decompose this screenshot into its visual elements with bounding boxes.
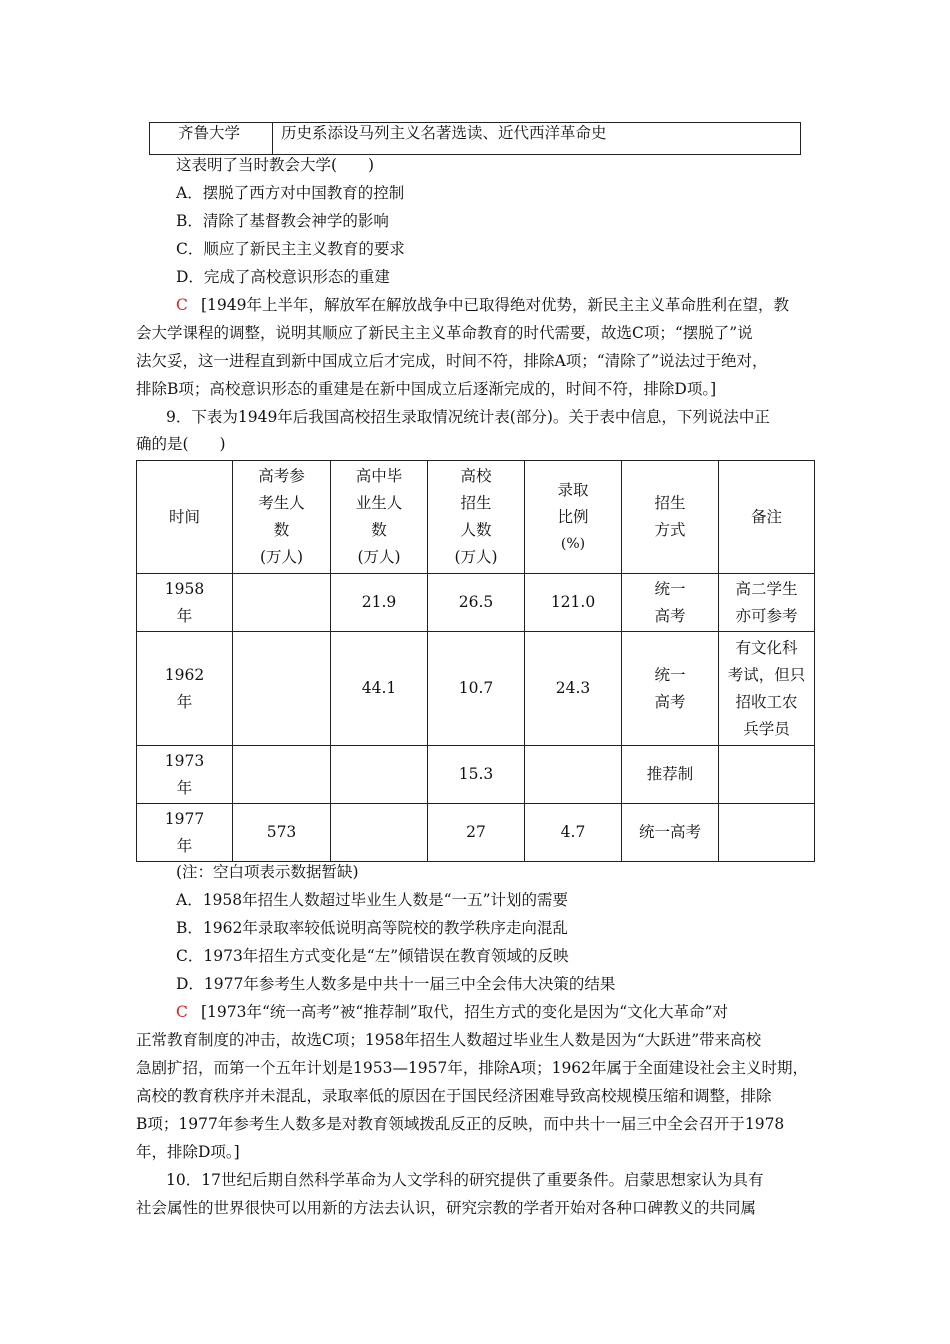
cell-enrolled: 26.5 (428, 574, 525, 632)
cell-method: 推荐制 (622, 746, 719, 804)
table-row (137, 746, 815, 804)
q9-stem-line: 确的是( ) (136, 435, 226, 453)
q8-stem: 这表明了当时教会大学( ) (176, 156, 375, 174)
cell-enrolled: 10.7 (428, 632, 525, 746)
q9-table-header-row (137, 461, 815, 574)
header-candidates: 高考参 考生人 数 (万人) (233, 461, 331, 574)
q8-option-c: C．顺应了新民主主义教育的要求 (176, 240, 405, 258)
cell-method: 统一高考 (622, 804, 719, 862)
cell-graduates: 21.9 (331, 574, 428, 632)
q9-table (136, 460, 815, 862)
cell-ratio (525, 746, 622, 804)
table-row (137, 804, 815, 862)
cell-method: 统一 高考 (622, 632, 719, 746)
cell-year: 1977 年 (137, 804, 233, 862)
cell-year: 1962 年 (137, 632, 233, 746)
q9-answer: C (176, 1003, 188, 1021)
cell-candidates (233, 574, 331, 632)
header-time: 时间 (137, 461, 233, 574)
cell-note (719, 804, 815, 862)
header-method: 招生 方式 (622, 461, 719, 574)
cell-note (719, 746, 815, 804)
cell-candidates (233, 632, 331, 746)
cell-year: 1973 年 (137, 746, 233, 804)
q8-option-b: B．清除了基督教会神学的影响 (176, 212, 389, 230)
cell-graduates (331, 746, 428, 804)
q9-option-c: C．1973年招生方式变化是“左”倾错误在教育领域的反映 (176, 947, 569, 965)
q8-explanation-line: 会大学课程的调整，说明其顺应了新民主主义革命教育的时代需要，故选C项；“摆脱了”说 (136, 324, 753, 342)
cell-note: 有文化科 考试，但只 招收工农 兵学员 (719, 632, 815, 746)
q9-explanation-line: [1973年“统一高考”被“推荐制”取代，招生方式的变化是因为“文化大革命”对 (201, 1003, 729, 1021)
q9-option-b: B．1962年录取率较低说明高等院校的教学秩序走向混乱 (176, 919, 568, 937)
header-graduates: 高中毕 业生人 数 (万人) (331, 461, 428, 574)
q8-table (149, 122, 801, 155)
cell-note: 高二学生 亦可参考 (719, 574, 815, 632)
q9-explanation-line: 正常教育制度的冲击，故选C项；1958年招生人数超过毕业生人数是因为“大跃进”带来高校 (136, 1031, 762, 1049)
q9-option-d: D．1977年参考生人数多是中共十一届三中全会伟大决策的结果 (176, 975, 616, 993)
cell-graduates (331, 804, 428, 862)
table-row (137, 574, 815, 632)
q8-table-school: 齐鲁大学 (150, 123, 273, 155)
q9-explanation-line: 年，排除D项。] (136, 1143, 240, 1161)
q8-option-a: A．摆脱了西方对中国教育的控制 (176, 184, 405, 202)
header-note: 备注 (719, 461, 815, 574)
cell-ratio: 4.7 (525, 804, 622, 862)
q8-explanation-line: 法欠妥，这一进程直到新中国成立后才完成，时间不符，排除A项；“清除了”说法过于绝对， (136, 352, 768, 370)
cell-enrolled: 27 (428, 804, 525, 862)
q8-explanation-line: [1949年上半年，解放军在解放战争中已取得绝对优势，新民主主义革命胜利在望，教 (201, 296, 789, 314)
cell-candidates (233, 746, 331, 804)
header-ratio: 录取 比例 (%) (525, 461, 622, 574)
table-row (137, 632, 815, 746)
q9-stem-line: 9．下表为1949年后我国高校招生录取情况统计表(部分)。关于表中信息，下列说法中正 (166, 408, 770, 426)
cell-candidates: 573 (233, 804, 331, 862)
q9-table-note: (注：空白项表示数据暂缺) (176, 863, 359, 881)
cell-year: 1958 年 (137, 574, 233, 632)
q9-explanation-line: B项；1977年参考生人数多是对教育领域拨乱反正的反映，而中共十一届三中全会召开于1978 (136, 1115, 785, 1133)
q8-option-d: D．完成了高校意识形态的重建 (176, 268, 390, 286)
q10-stem-line: 10．17世纪后期自然科学革命为人文学科的研究提供了重要条件。启蒙思想家认为具有 (166, 1171, 764, 1189)
q9-option-a: A．1958年招生人数超过毕业生人数是“一五”计划的需要 (176, 891, 568, 909)
q8-table-change: 历史系添设马列主义名著选读、近代西洋革命史 (273, 123, 801, 155)
q10-stem-line: 社会属性的世界很快可以用新的方法去认识，研究宗教的学者开始对各种口碑教义的共同属 (136, 1199, 757, 1217)
q8-answer: C (176, 296, 188, 314)
q9-explanation-line: 急剧扩招，而第一个五年计划是1953—1957年，排除A项；1962年属于全面建设社会主义时期， (136, 1059, 809, 1077)
q8-explanation-line: 排除B项；高校意识形态的重建是在新中国成立后逐渐完成的，时间不符，排除D项。] (136, 380, 717, 398)
cell-enrolled: 15.3 (428, 746, 525, 804)
q9-explanation-line: 高校的教育秩序并未混乱，录取率低的原因在于国民经济困难导致高校规模压缩和调整，排除 (136, 1087, 772, 1105)
cell-method: 统一 高考 (622, 574, 719, 632)
cell-ratio: 121.0 (525, 574, 622, 632)
header-enrolled: 高校 招生 人数 (万人) (428, 461, 525, 574)
cell-ratio: 24.3 (525, 632, 622, 746)
cell-graduates: 44.1 (331, 632, 428, 746)
